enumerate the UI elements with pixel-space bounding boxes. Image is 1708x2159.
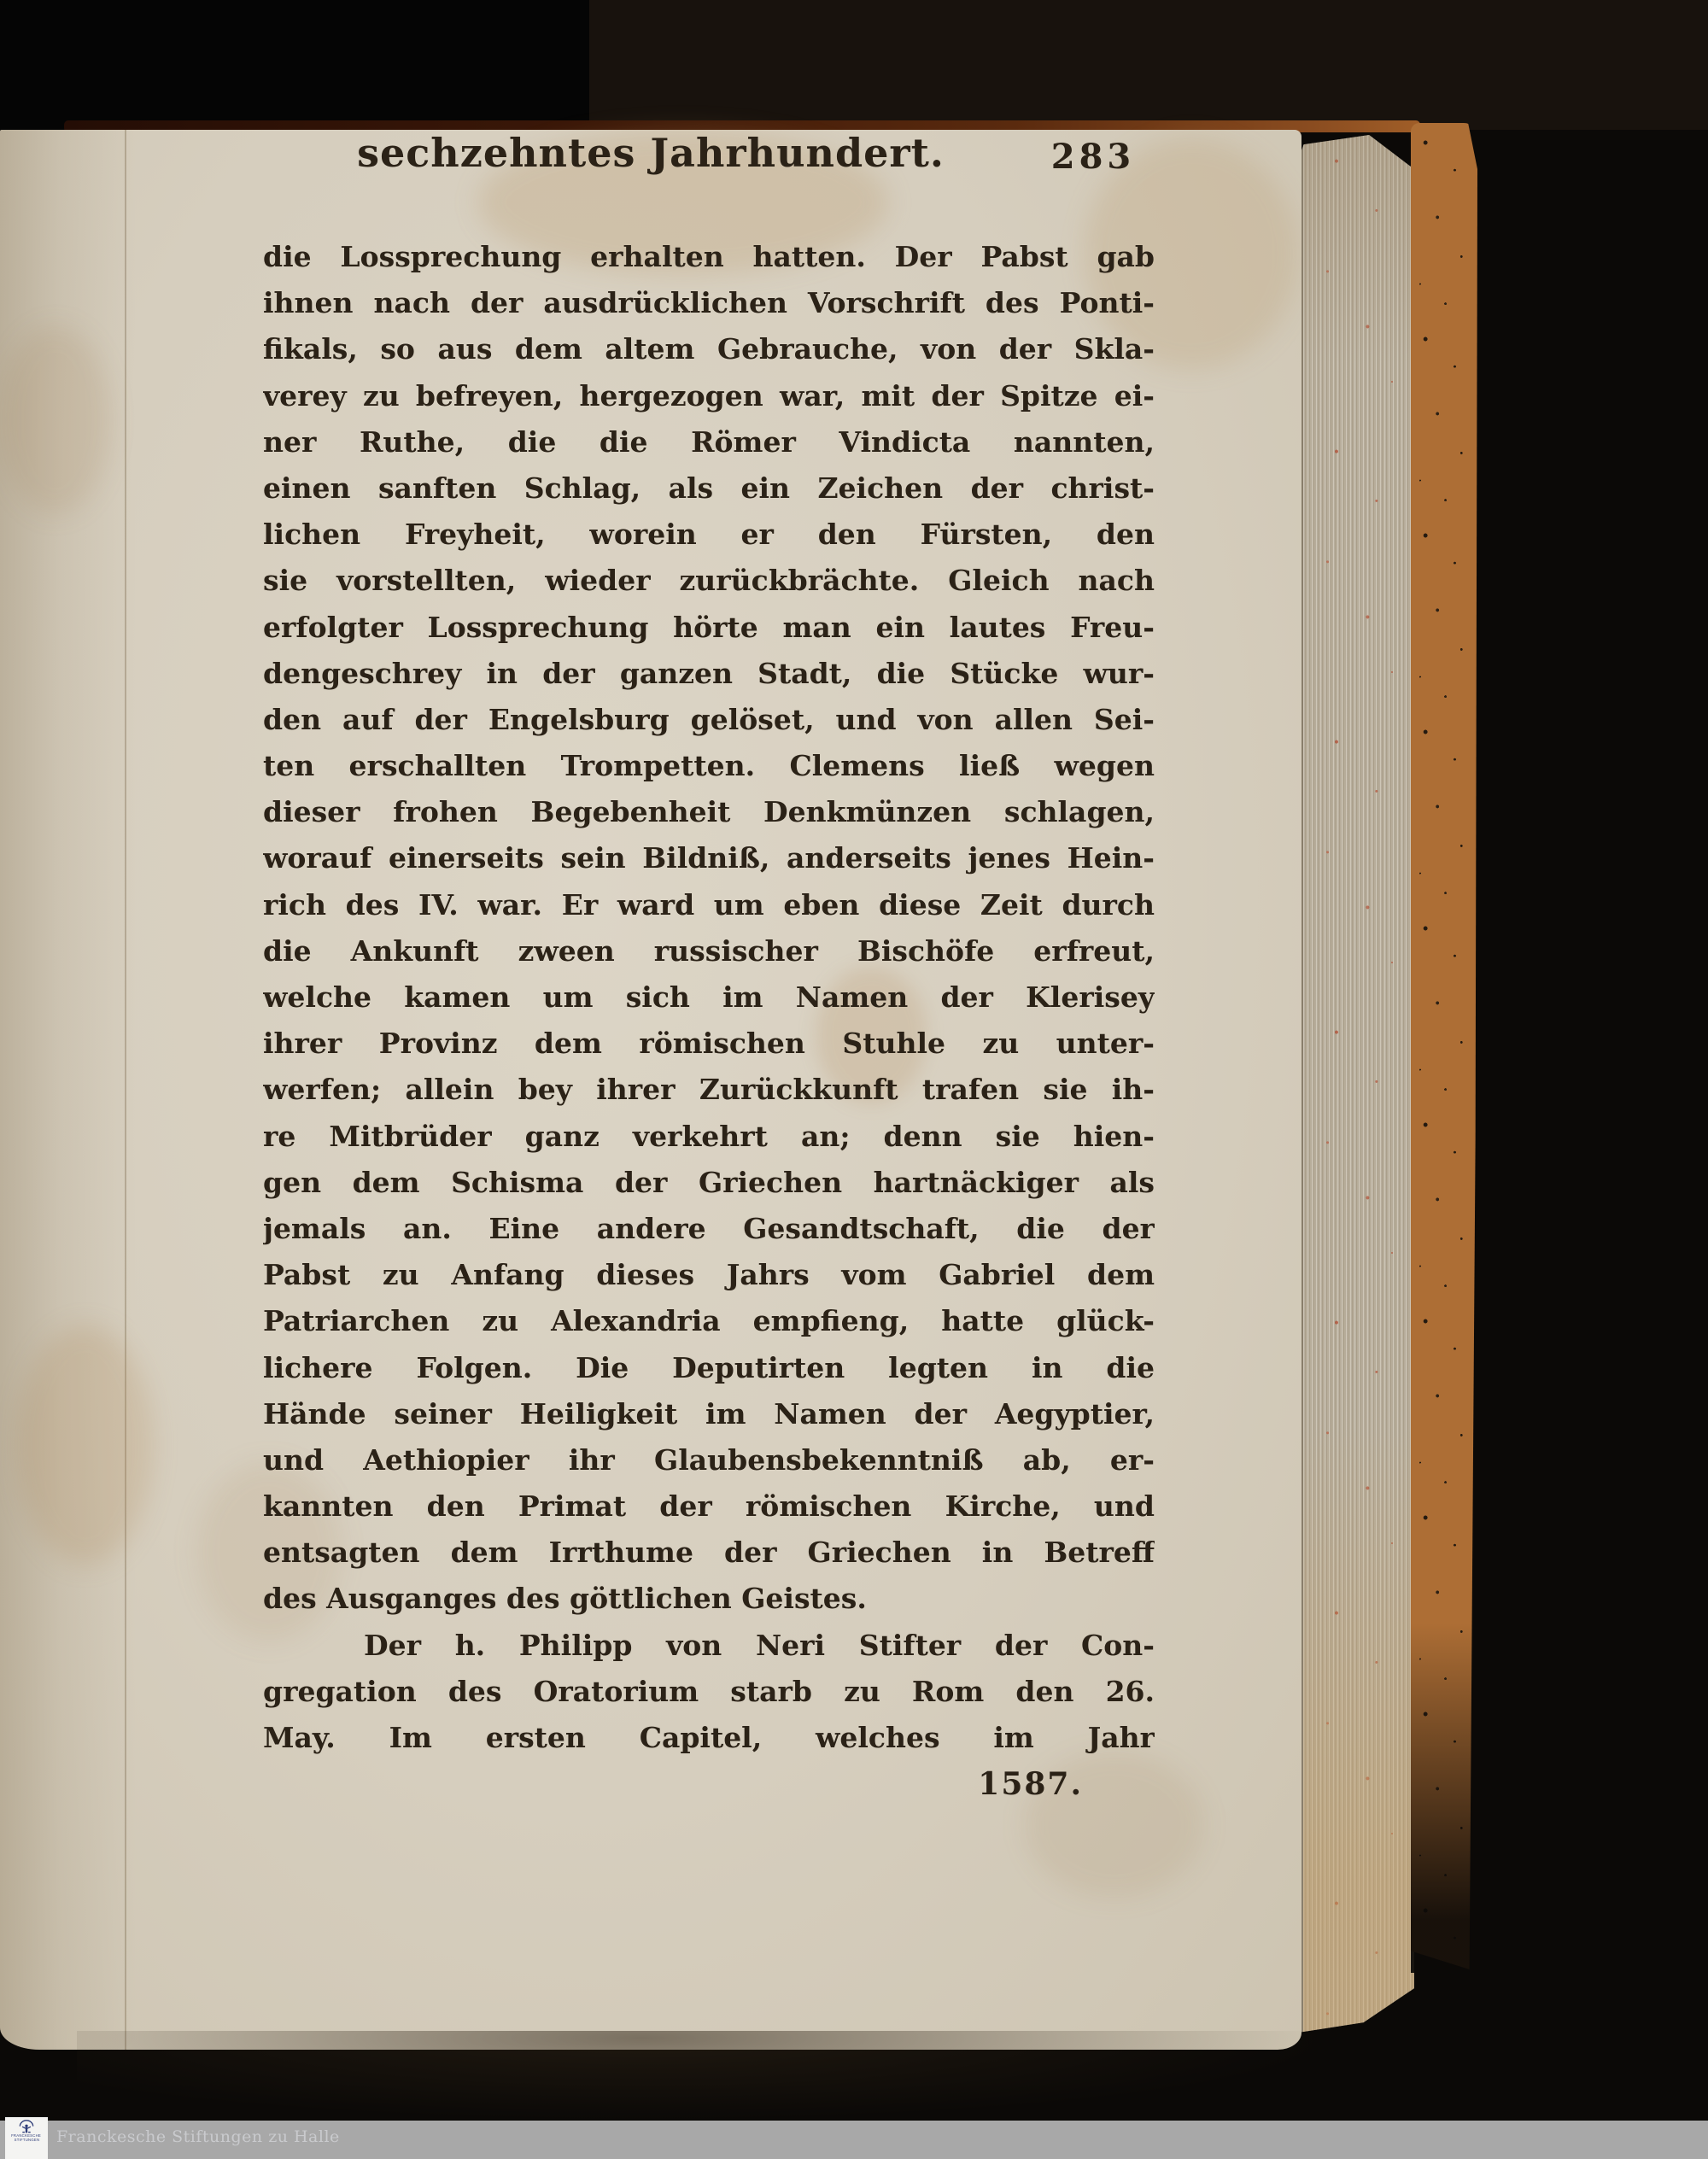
text-line: re Mitbrüder ganz verkehrt an; denn sie hien- (263, 1119, 1155, 1153)
text-line: entsagten dem Irrthume der Griechen in Betreff (263, 1536, 1155, 1570)
archive-branding-bar (0, 2121, 1708, 2159)
text-line: gregation des Oratorium starb zu Rom den 26. (263, 1674, 1155, 1708)
text-line: Pabst zu Anfang dieses Jahrs vom Gabriel dem (263, 1258, 1155, 1292)
text-line: dengeschrey in der ganzen Stadt, die Stücke wur- (263, 656, 1155, 690)
text-line: fikals, so aus dem altem Gebrauche, von der Skla- (263, 332, 1155, 366)
text-line: Patriarchen zu Alexandria empfieng, hatte glück- (263, 1304, 1155, 1338)
book-cover-shadow (1411, 1623, 1477, 1973)
page-crease (125, 130, 126, 2050)
text-line: werfen; allein bey ihrer Zurückkunft trafen sie ih- (263, 1073, 1155, 1107)
text-line: die Ankunft zween russischer Bischöfe erfreut, (263, 933, 1155, 968)
text-line: May. Im ersten Capitel, welches im Jahr (263, 1721, 1155, 1754)
text-line: und Aethiopier ihr Glaubensbekenntniß ab, er- (263, 1442, 1155, 1477)
text-line: lichen Freyheit, worein er den Fürsten, den (263, 518, 1155, 552)
text-line: dieser frohen Begebenheit Denkmünzen schlagen, (263, 795, 1155, 829)
franckesche-logo (5, 2117, 48, 2159)
text-line: lichere Folgen. Die Deputirten legten in die (263, 1350, 1155, 1384)
franckesche-logo-icon (17, 2120, 36, 2134)
text-line: jemals an. Eine andere Gesandtschaft, die der (263, 1211, 1155, 1245)
text-line: ihrer Provinz dem römischen Stuhle zu unter- (263, 1027, 1155, 1061)
logo-caption-line1: FRANCKESCHE (11, 2133, 42, 2139)
logo-caption-line2: STIFTUNGEN (14, 2138, 39, 2143)
text-line: den auf der Engelsburg gelöset, und von allen Sei- (263, 702, 1155, 736)
page-bottom-shadow (77, 2031, 1332, 2121)
footer-year: 1587. (978, 1766, 1083, 1803)
book-fore-edge (1301, 135, 1414, 2038)
text-line: ihnen nach der ausdrücklichen Vorschrift des Ponti- (263, 286, 1155, 320)
text-line: worauf einerseits sein Bildniß, anderseits jenes Hein- (263, 841, 1155, 875)
text-line: einen sanften Schlag, als ein Zeichen der christ- (263, 471, 1155, 505)
text-line: welche kamen um sich im Namen der Klerisey (263, 980, 1155, 1014)
text-line: die Lossprechung erhalten hatten. Der Pabst gab (263, 240, 1155, 273)
text-line: sie vorstellten, wieder zurückbrächte. Gleich nach (263, 564, 1155, 598)
text-line: erfolgter Lossprechung hörte man ein lautes Freu- (263, 610, 1155, 644)
paper-stain (17, 1325, 154, 1565)
body-text (263, 234, 1155, 1807)
background-top-left (0, 0, 589, 130)
text-line: kannten den Primat der römischen Kirche, und (263, 1489, 1155, 1524)
background-top-right (589, 0, 1708, 130)
text-line: Der h. Philipp von Neri Stifter der Con- (364, 1628, 1155, 1662)
paper-stain (0, 326, 111, 514)
text-line: verey zu befreyen, hergezogen war, mit der Spitze ei- (263, 378, 1155, 412)
text-line: des Ausganges des göttlichen Geistes. (263, 1582, 867, 1616)
page-number: 283 (1050, 137, 1136, 177)
text-line: Hände seiner Heiligkeit im Namen der Aegyptier, (263, 1396, 1155, 1431)
text-line: ten erschallten Trompetten. Clemens ließ wegen (263, 749, 1155, 783)
page-header-title: sechzehntes Jahrhundert. (357, 130, 945, 176)
text-line: ner Ruthe, die die Römer Vindicta nannten, (263, 424, 1155, 459)
archive-name-label: Franckesche Stiftungen zu Halle (56, 2127, 340, 2146)
text-line: rich des IV. war. Er ward um eben diese Zeit durch (263, 887, 1155, 922)
text-line: gen dem Schisma der Griechen hartnäckiger als (263, 1165, 1155, 1199)
